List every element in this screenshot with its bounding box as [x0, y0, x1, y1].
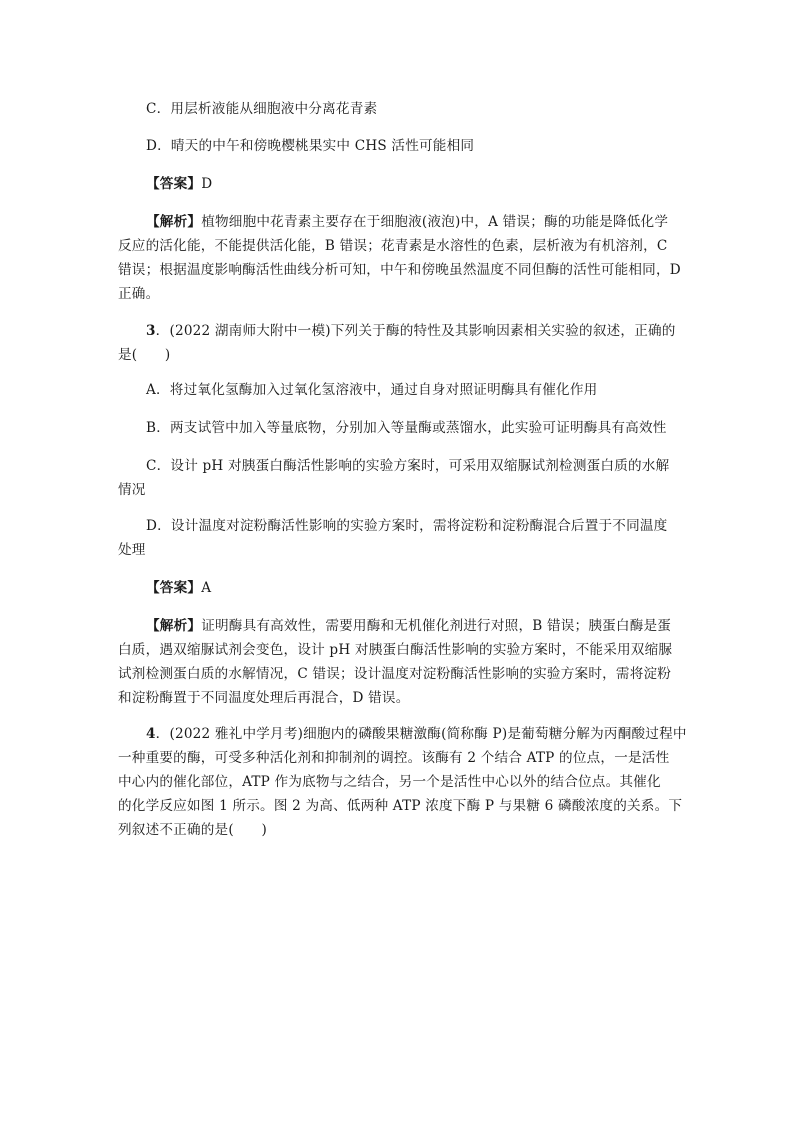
- q2-option-d: D．晴天的中午和傍晚樱桃果实中 CHS 活性可能相同: [146, 138, 475, 154]
- question-number: 4: [146, 726, 156, 742]
- answer-label: 【答案】: [146, 176, 202, 192]
- q3-analysis: [118, 614, 690, 710]
- analysis-line: 反应的活化能，不能提供活化能，B 错误；花青素是水溶性的色素，层析液为有机溶剂，C: [118, 238, 668, 254]
- option-line: 情况: [118, 482, 146, 498]
- q2-option-c: C．用层析液能从细胞液中分离花青素: [146, 101, 378, 117]
- stem-line: ．(2022 湖南师大附中一模)下列关于酶的特性及其影响因素相关实验的叙述，正确的: [155, 323, 676, 339]
- analysis-line: 白质，遇双缩脲试剂会变色，设计 pH 对胰蛋白酶活性影响的实验方案时，不能采用双缩脲: [118, 642, 673, 658]
- analysis-line: 正确。: [118, 286, 160, 302]
- q3-answer: [118, 576, 690, 600]
- stem-line: 中心内的催化部位，ATP 作为底物与之结合，另一个是活性中心以外的结合位点。其催化: [118, 774, 661, 790]
- q2-analysis: [118, 210, 690, 306]
- analysis-line: 证明酶具有高效性，需要用酶和无机催化剂进行对照，B 错误；胰蛋白酶是蛋: [201, 618, 672, 634]
- answer-value: A: [201, 580, 212, 596]
- question-number: 3: [146, 323, 156, 339]
- analysis-label: 【解析】: [146, 618, 202, 634]
- q2-answer: [118, 172, 690, 196]
- q3-option-b: B．两支试管中加入等量底物，分别加入等量酶或蒸馏水，此实验可证明酶具有高效性: [146, 420, 667, 436]
- stem-line: 是( ): [118, 347, 171, 363]
- stem-line: 的化学反应如图 1 所示。图 2 为高、低两种 ATP 浓度下酶 P 与果糖 6 磷酸浓度的关系。下: [118, 798, 683, 814]
- stem-line: 列叙述不正确的是( ): [118, 822, 267, 838]
- option-line: 处理: [118, 542, 146, 558]
- option-line: D．设计温度对淀粉酶活性影响的实验方案时，需将淀粉和淀粉酶混合后置于不同温度: [146, 518, 668, 534]
- option-line: C．设计 pH 对胰蛋白酶活性影响的实验方案时，可采用双缩脲试剂检测蛋白质的水解: [146, 458, 670, 474]
- analysis-line: 和淀粉酶置于不同温度处理后再混合，D 错误。: [118, 690, 410, 706]
- stem-line: ．(2022 雅礼中学月考)细胞内的磷酸果糖激酶(简称酶 P)是葡萄糖分解为丙酮酸过程中: [155, 726, 687, 742]
- q3-option-d: [118, 514, 690, 562]
- q3-stem: [118, 319, 690, 367]
- analysis-line: 植物细胞中花青素主要存在于细胞液(液泡)中，A 错误；酶的功能是降低化学: [201, 214, 669, 230]
- analysis-label: 【解析】: [146, 214, 202, 230]
- answer-label: 【答案】: [146, 580, 202, 596]
- analysis-line: 试剂检测蛋白质的水解情况，C 错误；设计温度对淀粉酶活性影响的实验方案时，需将淀粉: [118, 666, 672, 682]
- q4-stem: [118, 722, 690, 842]
- answer-value: D: [201, 176, 213, 192]
- q3-option-a: A．将过氧化氢酶加入过氧化氢溶液中，通过自身对照证明酶具有催化作用: [146, 382, 598, 398]
- q3-option-c: [118, 454, 690, 502]
- analysis-line: 错误；根据温度影响酶活性曲线分析可知，中午和傍晚虽然温度不同但酶的活性可能相同，D: [118, 262, 681, 278]
- stem-line: 一种重要的酶，可受多种活化剂和抑制剂的调控。该酶有 2 个结合 ATP 的位点，一是活性: [118, 750, 670, 766]
